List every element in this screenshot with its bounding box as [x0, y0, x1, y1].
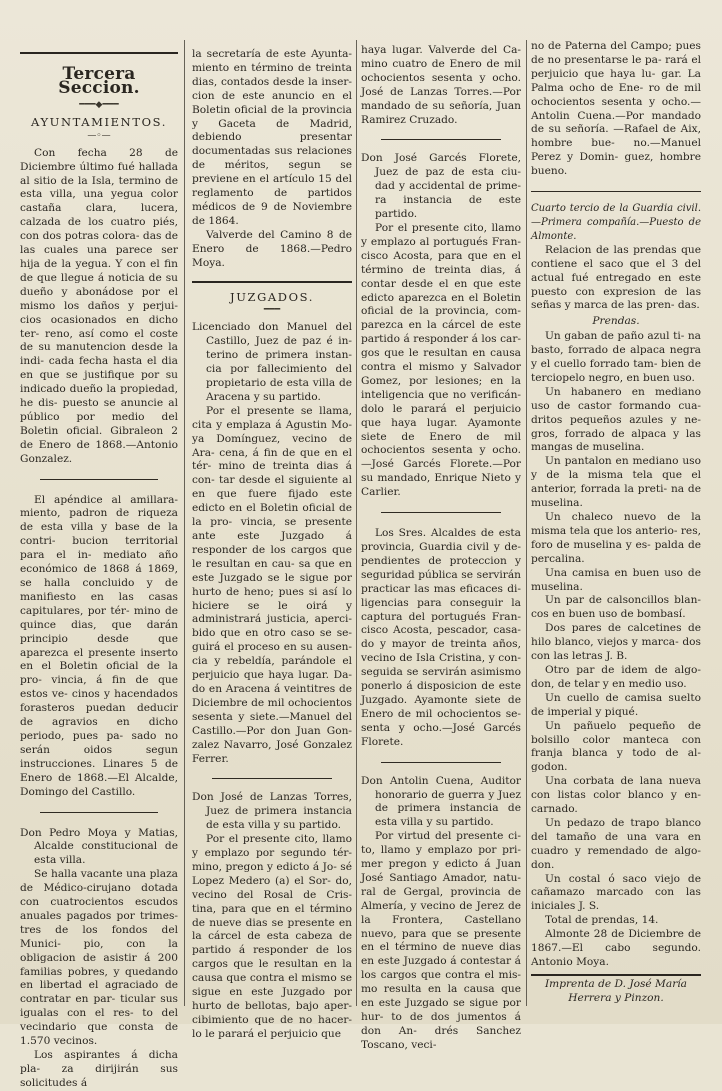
column-divider — [526, 40, 527, 1006]
separator — [192, 281, 352, 283]
prendas-list — [531, 330, 701, 914]
lanzas-continuation: haya lugar. Valverde del Ca- mino cuatro de Enero de mil ochocientos sesenta y ocho. José de Lanzas Torres.—Por mandado de su señoría, Juan Ramirez Cruzado. — [361, 44, 521, 126]
guardia-body: Relacion de las prendas que contiene el saco que el 3 del actual fué entregado en este puesto con expresion de las señas y marca de las pren- das. — [531, 243, 701, 312]
edict-lanzas-body: Por el presente cito, llamo y emplazo por segundo tér- mino, pregon y edicto á Jo- sé Lopez Medero (a) el Sor- do, vecino del Rosal de Cris- tina, para que en el término de nueve dias se presente en la cárcel de esta cabeza de partido á responder de los cargos que le resultan en la causa que contra el mismo se sigue en este Juzgado por hurto de bellotas, bajo aper- cibimiento que de no hacer- lo le parará el perjuicio que — [192, 833, 352, 1040]
list-item: Un gaban de paño azul ti- na basto, forrado de alpaca negra y el cuello forrado tam- bien de terciopelo negro, en buen uso. — [531, 330, 701, 384]
ornament-divider: ━━━◆━━━ — [79, 99, 119, 110]
notice-valverde-heading: Don Pedro Moya y Matias, Alcalde constitucional de esta villa. — [20, 826, 178, 867]
edict-lanzas-heading: Don José de Lanzas Torres, Juez de primera instancia de esta villa y su partido. — [192, 791, 352, 832]
separator — [381, 762, 501, 763]
list-item: Un par de calsoncillos blan- cos en buen uso de bombasí. — [531, 594, 701, 621]
edict-garces-heading: Don José Garcés Florete, Juez de paz de esta ciu- dad y accidental de prime- ra instancia de este partido. — [361, 152, 521, 221]
edict-cuena-body: Por virtud del presente ci- to, llamo y emplazo por pri- mer pregon y edicto á Juan José Santiago Amador, natu- ral de Gergal, provincia de Almería, y vecino de Jerez de la Frontera, Castellano nuevo, para que se presente en el término de nueve dias en este Juzgado á contestar á los cargos que contra el mis- mo resulta en la causa que en este Juzgado se sigue por hur- to de dos jumentos á don An- drés Sanchez Toscano, veci- — [361, 830, 521, 1051]
ornament-divider: —◦— — [87, 130, 111, 141]
notice-valverde-body: Se halla vacante una plaza de Médico-cirujano dotada con cuatrocientos escudos anuales pagados por trimes- tres de los fondos del Munici- pio, con la obligacion de asistir á 200 familias pobres, y quedando en libertad el agraciado de contratar en par- ticular sus igualas con el res- to del vecindario que consta de 1.570 vecinos. — [20, 868, 178, 1048]
section-title: Tercera Seccion. — [58, 64, 140, 98]
top-rule — [20, 52, 178, 54]
column-3 — [361, 38, 521, 1051]
list-item: Otro par de idem de algo- don, de telar y en medio uso. — [531, 663, 701, 690]
guardia-signature: Almonte 28 de Diciembre de 1867.—El cabo segundo. Antonio Moya. — [531, 928, 701, 968]
ornament-divider: ━━━ — [263, 305, 281, 316]
juzgados-heading: JUZGADOS. — [230, 289, 314, 304]
edict-garces-body: Por el presente cito, llamo y emplazo al portugués Fran- cisco Acosta, para que en el término de treinta dias, á contar desde el en que este edicto aparezca en el Boletin oficial de la provincia, com- parezca en la cárcel de este partido á responder á los car- gos que le resultan en causa contra el mismo y Salvador Gomez, por lesiones; en la inteligencia que no verificán- dolo le parará el perjuicio que haya lugar. Ayamonte siete de Enero de mil ochocientos sesenta y ocho.—José Garcés Florete.—Por su mandado, Enrique Nieto y Carlier. — [361, 221, 521, 499]
separator — [381, 139, 501, 140]
separator — [40, 479, 158, 480]
column-1 — [20, 38, 178, 1089]
notice-valverde-tail: Los aspirantes á dicha pla- za dirijirán sus solicitudes á — [20, 1049, 178, 1089]
list-item: Un pantalon en mediano uso y de la misma tela que el anterior, forrada la preti- na de muselina. — [531, 455, 701, 510]
column-divider — [184, 40, 185, 1006]
valverde-continuation: la secretaría de este Ayunta- miento en término de treinta dias, contados desde la inser- cion de este anuncio en el Boletin oficial de la provincia y Gaceta de Madrid, debiendo presentar documentadas sus relaciones de méritos, segun se previene en el artículo 15 del reglamento de partidos médicos de 9 de Noviembre de 1864. — [192, 48, 352, 227]
total-prendas: Total de prendas, 14. — [545, 914, 659, 927]
column-2 — [192, 38, 352, 1040]
separator — [212, 778, 332, 779]
list-item: Un costal ó saco viejo de cañamazo marcado con las iniciales J. S. — [531, 872, 701, 913]
guardia-header: Cuarto tercio de la Guardia civil. —Primera compañía.—Puesto de Almonte. — [531, 203, 701, 242]
edict-aracena-heading: Licenciado don Manuel del Castillo, Juez de paz é in- terino de primera instan- cia por fallecimiento del propietario de esta villa de Aracena y su partido. — [192, 321, 352, 403]
notice-linares: El apéndice al amillara- miento, padron de riqueza de esta villa y base de la contri- bucion territorial para el in- mediato año económico de 1868 á 1869, se halla concluido y de manifiesto en las casas capitulares, por tér- mino de quince dias, que darán principio desde que aparezca el presente inserto en el Boletin oficial de la pro- vincia, á fin de que estos ve- cinos y hacendados forasteros puedan deducir de agravios en dicho periodo, pues pa- sado no serán oidos segun instrucciones. Linares 5 de Enero de 1868.—El Alcalde, Domingo del Castillo. — [20, 493, 178, 798]
cuena-continuation: no de Paterna del Campo; pues de no presentarse le pa- rará el perjuicio que haya lu- gar. La Palma ocho de Ene- ro de mil ochocientos sesenta y ocho.—Antolin Cuena.—Por mandado de su señoría. —Rafael de Aix, hombre bue- no.—Manuel Perez y Domin- guez, hombre bueno. — [531, 40, 701, 178]
list-item: Un pañuelo pequeño de bolsillo color manteca con franja blanca y todo de al- godon. — [531, 719, 701, 774]
notice-gibraleon: Con fecha 28 de Diciembre último fué hallada al sitio de la Isla, termino de esta villa, una yegua color castaña clara, lucera, calzada de los cuatro piés, con dos potras colora- das de las cuales una parece ser hija de la yegua. Y con el fin de que llegue á noticia de su dueño y abonádose por el mismo los daños y perjui- cios ocasionados en dicho ter- reno, así como el coste de su manutencion desde la indi- cada fecha hasta el dia en que se justifique por su indicado dueño la propiedad, he dis- puesto se anuncie al público por medio del Boletin oficial. Gibraleon 2 de Enero de 1868.—Antonio Gonzalez. — [20, 146, 178, 465]
separator — [40, 812, 158, 813]
ayuntamientos-heading: AYUNTAMIENTOS. — [31, 114, 167, 129]
column-divider — [356, 40, 357, 1006]
separator — [531, 191, 701, 192]
list-item: Dos pares de calcetines de hilo blanco, viejos y marca- dos con las letras J. B. — [531, 622, 701, 663]
notice-alcaldes: Los Sres. Alcaldes de esta provincia, Guardia civil y de- pendientes de proteccion y seguridad pública se servirán practicar las mas eficaces di- ligencias para conseguir la captura del portugués Fran- cisco Acosta, pescador, casa- do y mayor de treinta años, vecino de Isla Cristina, y con- seguida se servirán asimismo ponerlo á disposicion de este Juzgado. Ayamonte siete de Enero de mil ochocientos se- senta y ocho.—José Garcés Florete. — [361, 527, 521, 748]
imprint: Imprenta de D. José María Herrera y Pinzon. — [544, 977, 687, 1004]
edict-aracena-body: Por el presente se llama, cita y emplaza á Agustin Mo- ya Domínguez, vecino de Ara- cena, á fin de que en el tér- mino de treinta dias á con- tar desde el siguiente al en que fuere fijado este edicto en el Boletin oficial de la pro- vincia, se presente ante este Juzgado á responder de los cargos que le resultan en cau- sa que en este Juzgado se le sigue por hurto de heno; pues si así lo hiciere se le oirá y administrará justicia, aperci- bido que en otro caso se se- guirá el proceso en su ausen- cia y rebeldía, parándole el perjuicio que haya lugar. Da- do en Aracena á veintitres de Diciembre de mil ochocientos sesenta y siete.—Manuel del Castillo.—Por don Juan Gon- zalez Navarro, José Gonzalez Ferrer. — [192, 404, 352, 765]
list-item: Un habanero en mediano uso de castor formando cua- dritos pequeños azules y ne- gros, forrado de alpaca y las mangas de muselina. — [531, 385, 701, 454]
list-item: Una camisa en buen uso de muselina. — [531, 566, 701, 593]
list-item: Un chaleco nuevo de la misma tela que los anterio- res, foro de muselina y es- palda de percalina. — [531, 511, 701, 565]
separator — [531, 974, 701, 976]
list-item: Un cuello de camisa suelto de imperial y piqué. — [531, 691, 701, 718]
list-item: Una corbata de lana nueva con listas color blanco y en- carnado. — [531, 775, 701, 816]
prendas-heading: Prendas. — [592, 315, 640, 328]
separator — [381, 512, 501, 513]
edict-cuena-heading: Don Antolin Cuena, Auditor honorario de guerra y Juez de primera instancia de esta villa y su partido. — [361, 774, 521, 829]
valverde-signature: Valverde del Camino 8 de Enero de 1868.—Pedro Moya. — [192, 228, 352, 269]
column-4 — [531, 38, 701, 1012]
list-item: Un pedazo de trapo blanco del tamaño de una vara en cuadro y remendado de algo- don. — [531, 816, 701, 871]
